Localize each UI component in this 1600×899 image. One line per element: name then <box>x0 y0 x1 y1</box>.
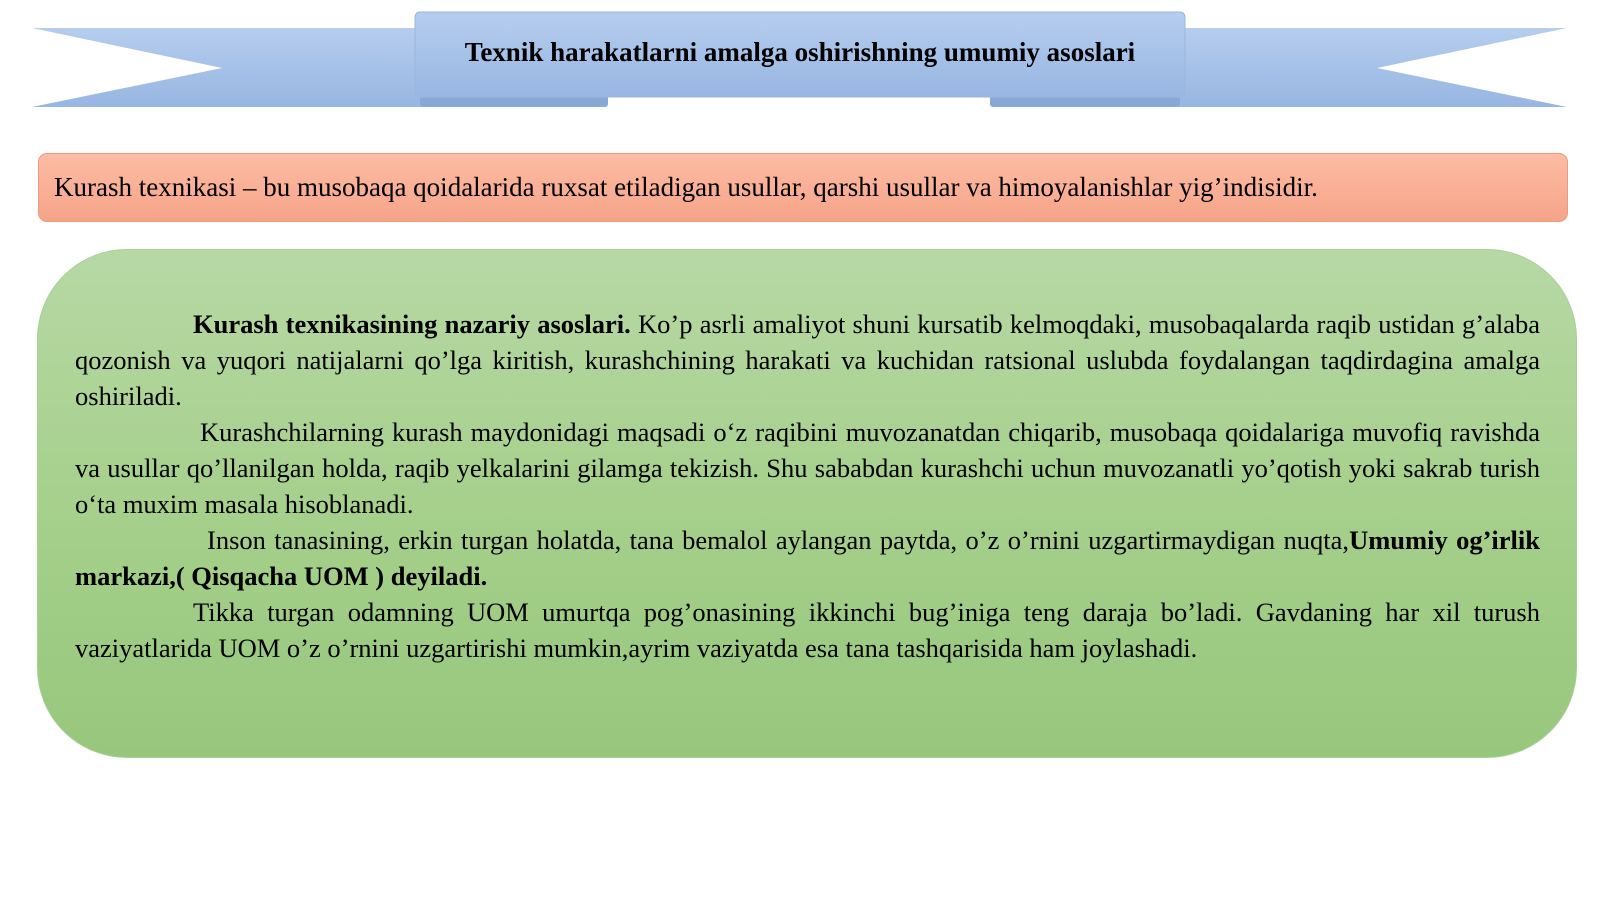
page-title: Texnik harakatlarni amalga oshirishning umumiy asoslari <box>464 36 1136 67</box>
paragraph-bold-term: Umumiy og’irlik markazi,( Qisqacha UOM ) deyiladi. <box>75 525 1540 591</box>
definition-text: Kurash texnikasi – bu musobaqa qoidalarida ruxsat etiladigan usullar, qarshi usullar va himoyalanishlar yig’indisidir. <box>54 172 1318 202</box>
paragraph-text: Kurashchilarning kurash maydonidagi maqsadi o‘z raqibini muvozanatdan chiqarib, musobaqa qoidalariga muvofiq ravishda va usullar qo’llanilgan holda, raqib yelkalarini gilamga tekizish. Shu sababdan kurashchi uchun muvozanatli yo’qotish yoki sakrab turish o‘ta muxim masala hisoblanadi. <box>75 417 1540 519</box>
paragraph-text: Inson tanasining, erkin turgan holatda, tana bemalol aylangan paytda, o’z o’rnini uzgartirmaydigan nuqta, <box>207 525 1350 555</box>
paragraph-uom-position <box>75 594 1540 666</box>
paragraph-theory <box>75 306 1540 414</box>
paragraph-goal <box>75 414 1540 522</box>
content-panel <box>37 249 1577 758</box>
paragraph-center-of-mass <box>75 522 1540 594</box>
paragraph-lead: Kurash texnikasining nazariy asoslari. <box>193 309 631 339</box>
paragraph-text: Tikka turgan odamning UOM umurtqa pog’onasining ikkinchi bug’iniga teng daraja bo’ladi. Gavdaning har xil turush vaziyatlarida UOM o’z o’rnini uzgartirishi mumkin,ayrim vaziyatda esa tana tashqarisida ham joylashadi. <box>75 597 1540 663</box>
definition-box <box>38 153 1568 222</box>
paragraph-text: Ko’p asrli amaliyot shuni kursatib kelmoqdaki, musobaqalarda raqib ustidan g’alaba qozonish va yuqori natijalarni qo’lga kiritish, kurashchining harakati va kuchidan ratsional uslubda foydalangan taqdirdagina amalga oshiriladi. <box>75 309 1541 411</box>
